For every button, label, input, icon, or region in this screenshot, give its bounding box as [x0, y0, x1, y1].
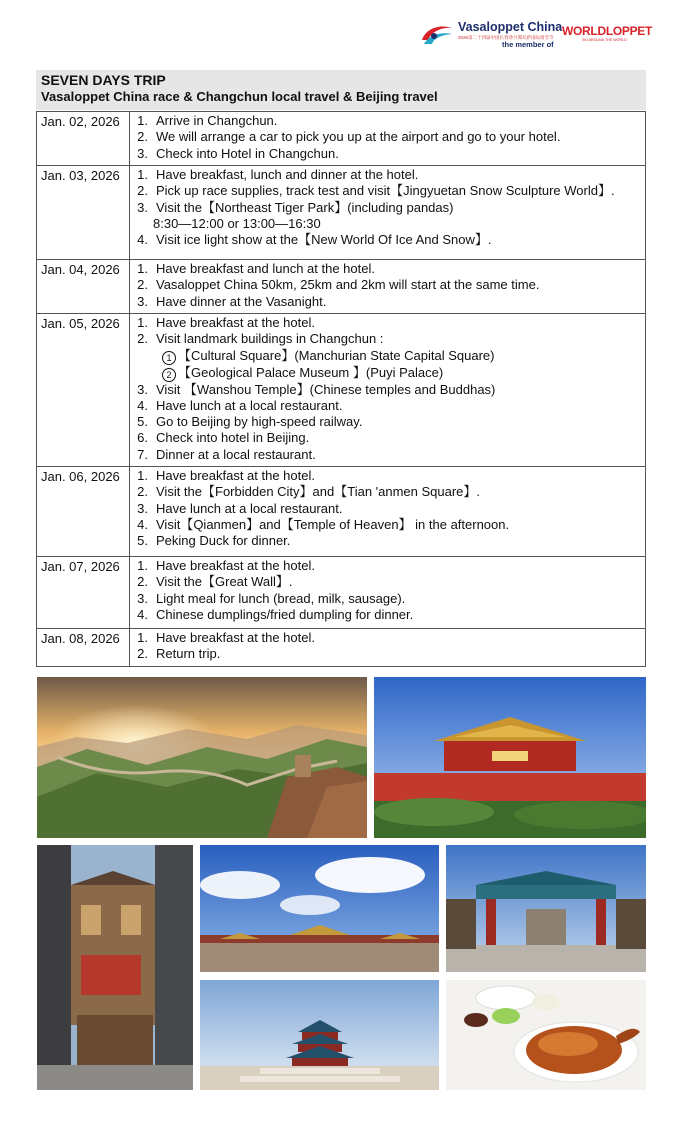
activity-item: [134, 414, 645, 430]
vasaloppet-title: Vasaloppet China: [458, 20, 563, 34]
activity-text: Peking Duck for dinner.: [156, 533, 291, 549]
activity-text: Arrive in Changchun.: [156, 113, 278, 128]
activity-item: [134, 167, 645, 183]
activity-number: 1 .: [134, 167, 148, 183]
activity-text: Have breakfast at the hotel.: [156, 468, 315, 484]
qianmen-photo: [446, 845, 646, 972]
activity-number: 5 .: [134, 414, 148, 430]
activity-item: [134, 232, 645, 248]
activity-text: Have breakfast, lunch and dinner at the hotel.: [156, 167, 419, 182]
itinerary-activities: [130, 112, 646, 166]
activity-item: [134, 646, 645, 662]
activity-text: Have breakfast at the hotel.: [156, 558, 315, 574]
activity-item: [134, 129, 645, 145]
activity-text: Vasaloppet China 50km, 25km and 2km will start at the same time.: [156, 277, 540, 293]
worldloppet-logo: [562, 24, 652, 42]
activity-number: 1 .: [134, 630, 148, 646]
activity-text: We will arrange a car to pick you up at the airport and go to your hotel.: [156, 129, 561, 145]
activity-number: 4 .: [134, 398, 148, 414]
activity-item: [134, 261, 645, 277]
itinerary-row: [37, 260, 646, 314]
activity-number: 3 .: [134, 200, 148, 216]
activity-number: 2 .: [134, 484, 148, 500]
activity-text: Light meal for lunch (bread, milk, sausage).: [156, 590, 406, 606]
activity-item: [134, 447, 645, 463]
activity-number: 1 .: [134, 113, 148, 129]
activity-number: 4 .: [134, 517, 148, 533]
activity-number: 2 .: [134, 129, 148, 145]
activity-item: [134, 113, 645, 129]
vasaloppet-swoosh-icon: [420, 22, 454, 46]
itinerary-row: [37, 112, 646, 166]
itinerary-row: [37, 314, 646, 467]
itinerary-row: [37, 557, 646, 629]
activity-text: Have breakfast and lunch at the hotel.: [156, 261, 375, 276]
activity-number: 1 .: [134, 468, 148, 484]
activity-number: 2 .: [134, 646, 148, 662]
activity-text: Dinner at a local restaurant.: [156, 446, 316, 462]
activity-item: [134, 574, 645, 590]
subitem-number: 2: [162, 368, 176, 382]
activity-text: Visit 【Wanshou Temple】(Chinese temples and Buddhas): [156, 381, 496, 397]
activity-item: [134, 501, 645, 517]
activity-number: 4 .: [134, 607, 148, 623]
activity-number: 3 .: [134, 146, 148, 162]
activity-subitem: [134, 348, 645, 365]
activity-text: Visit ice light show at the【New World Of Ice And Snow】.: [156, 232, 492, 248]
activity-number: 3 .: [134, 501, 148, 517]
activity-number: 5 .: [134, 533, 148, 549]
activity-text: Chinese dumplings/fried dumpling for dinner.: [156, 606, 414, 622]
old-street-photo: [37, 845, 193, 1090]
activity-item: [134, 430, 645, 446]
activity-number: 6 .: [134, 430, 148, 446]
activity-number: 2 .: [134, 183, 148, 199]
activity-text: Have dinner at the Vasanight.: [156, 293, 327, 309]
activity-text: Check into hotel in Beijing.: [156, 430, 310, 446]
activity-text: Have breakfast at the hotel.: [156, 630, 315, 646]
itinerary-table: [36, 111, 646, 667]
trip-subtitle: Vasaloppet China race & Changchun local travel & Beijing travel: [41, 89, 438, 104]
activity-item: [134, 382, 645, 398]
vasaloppet-chinese-subtitle: 2026第二十四届中国长春净月潭瓦萨国际滑雪节: [458, 35, 554, 40]
itinerary-date: Jan. 06, 2026: [37, 467, 130, 557]
activity-item: [134, 484, 645, 500]
activity-number: 1 .: [134, 315, 148, 331]
activity-item: [134, 558, 645, 574]
brand-logos: [420, 18, 653, 52]
activity-item: [134, 591, 645, 607]
itinerary-date: Jan. 02, 2026: [37, 112, 130, 166]
itinerary-date: Jan. 05, 2026: [37, 314, 130, 467]
subitem-text: 【Geological Palace Museum 】(Puyi Palace): [178, 364, 444, 380]
activity-number: 3 .: [134, 382, 148, 398]
itinerary-date: Jan. 08, 2026: [37, 629, 130, 667]
activity-text: Have breakfast at the hotel.: [156, 315, 315, 330]
subitem-text: 【Cultural Square】(Manchurian State Capital Square): [178, 347, 495, 363]
activity-number: 1 .: [134, 558, 148, 574]
itinerary-activities: [130, 166, 646, 260]
forbidden-city-photo: [200, 845, 439, 972]
worldloppet-tagline: SKI AROUND THE WORLD: [582, 38, 627, 42]
activity-subitem: [134, 365, 645, 382]
activity-item: [134, 517, 645, 533]
worldloppet-wordmark: WORLDLOPPET: [562, 24, 653, 38]
activity-number: 2 .: [134, 331, 148, 347]
trip-title: SEVEN DAYS TRIP: [41, 72, 166, 88]
itinerary-activities: [130, 260, 646, 314]
activity-text: Visit landmark buildings in Changchun :: [156, 331, 384, 347]
trip-header: [36, 70, 646, 110]
activity-item: [134, 294, 645, 310]
activity-text: Return trip.: [156, 646, 221, 662]
member-of-text: the member of: [502, 40, 554, 49]
activity-text: Go to Beijing by high-speed railway.: [156, 414, 363, 430]
activity-number: 3 .: [134, 591, 148, 607]
activity-text: Visit【Qianmen】and【Temple of Heaven】 in the afternoon.: [156, 516, 510, 532]
itinerary-activities: [130, 557, 646, 629]
activity-number: 2 .: [134, 277, 148, 293]
activity-number: 2 .: [134, 574, 148, 590]
activity-text: Have lunch at a local restaurant.: [156, 397, 343, 413]
activity-text: Check into Hotel in Changchun.: [156, 145, 339, 161]
activity-time: 8:30—12:00 or 13:00—16:30: [153, 215, 321, 231]
activity-item: [134, 468, 645, 484]
itinerary-date: Jan. 07, 2026: [37, 557, 130, 629]
activity-item: [134, 183, 645, 199]
activity-text: Have lunch at a local restaurant.: [156, 500, 343, 516]
activity-item: [134, 398, 645, 414]
itinerary-row: [37, 629, 646, 667]
activity-item: [134, 630, 645, 646]
activity-item: [134, 533, 645, 549]
activity-item: [134, 315, 645, 331]
great-wall-photo: [37, 677, 367, 838]
activity-text: Pick up race supplies, track test and visit【Jingyuetan Snow Sculpture World】.: [156, 183, 615, 199]
subitem-number: 1: [162, 351, 176, 365]
activity-text: Visit the【Northeast Tiger Park】(including pandas): [156, 199, 454, 215]
tiananmen-photo: [374, 677, 646, 838]
itinerary-activities: [130, 467, 646, 557]
activity-number: 3 .: [134, 294, 148, 310]
activity-number: 1 .: [134, 261, 148, 277]
activity-item: [134, 200, 645, 216]
peking-duck-photo: [446, 980, 646, 1090]
itinerary-row: [37, 467, 646, 557]
activity-item: [134, 607, 645, 623]
itinerary-activities: [130, 314, 646, 467]
activity-text: Visit the【Great Wall】.: [156, 574, 293, 590]
itinerary-date: Jan. 03, 2026: [37, 166, 130, 260]
itinerary-row: [37, 166, 646, 260]
activity-number: 4 .: [134, 232, 148, 248]
activity-item: [134, 277, 645, 293]
temple-of-heaven-photo: [200, 980, 439, 1090]
activity-item: [134, 146, 645, 162]
activity-item: [134, 331, 645, 347]
activity-text: Visit the【Forbidden City】and【Tian 'anmen Square】.: [156, 484, 481, 500]
itinerary-date: Jan. 04, 2026: [37, 260, 130, 314]
activity-number: 7 .: [134, 447, 148, 463]
itinerary-activities: [130, 629, 646, 667]
